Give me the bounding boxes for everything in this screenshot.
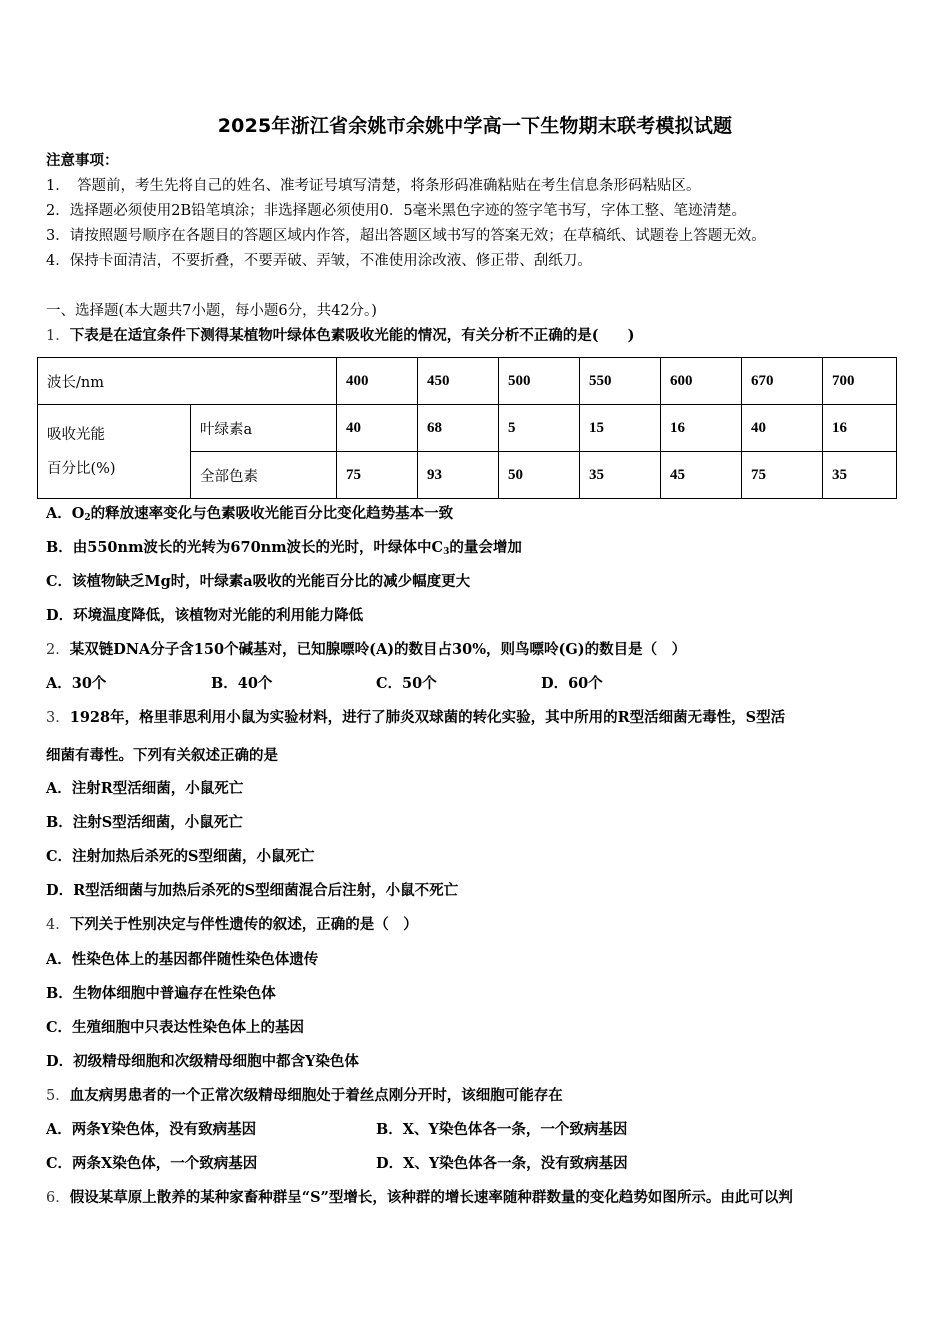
question-1-stem	[46, 326, 634, 346]
question-number: 1．	[46, 328, 70, 344]
option-text: 的量会增加	[449, 539, 522, 556]
question-text: 下列关于性别决定与伴性遗传的叙述，正确的是（ ）	[69, 916, 418, 933]
notice-item: 2．选择题必须使用2B铅笔填涂；非选择题必须使用0．5毫米黑色字迹的签字笔书写，字体工整、笔迹清楚。	[46, 203, 747, 219]
q5-option-d: D．X、Y染色体各一条，没有致病基因	[376, 1155, 628, 1172]
table-row	[38, 405, 897, 452]
table-cell: 500	[499, 358, 580, 405]
table-cell: 35	[823, 452, 897, 499]
table-row	[38, 358, 897, 405]
q5-option-c: C．两条X染色体，一个致病基因	[46, 1155, 258, 1172]
table-cell: 75	[337, 452, 418, 499]
row-group-line: 吸收光能	[47, 426, 105, 443]
subscript: 3	[443, 547, 450, 557]
notice-item: 3．请按照题号顺序在各题目的答题区域内作答，超出答题区域书写的答案无效；在草稿纸、试题卷上答题无效。	[46, 228, 766, 244]
question-text: 血友病男患者的一个正常次级精母细胞处于着丝点刚分开时，该细胞可能存在	[69, 1087, 563, 1104]
question-text: 某双链DNA分子含150个碱基对，已知腺嘌呤(A)的数目占30%，则鸟嘌呤(G)的数目是（ ）	[69, 641, 687, 658]
subscript: 2	[84, 513, 91, 523]
q4-option-a: A．性染色体上的基因都伴随性染色体遗传	[46, 951, 319, 968]
q3-option-b: B．注射S型活细菌，小鼠死亡	[46, 814, 243, 831]
question-text: 假设某草原上散养的某种家畜种群呈“S”型增长，该种群的增长速率随种群数量的变化趋势如图所示。由此可以判	[69, 1189, 793, 1206]
absorption-table	[37, 357, 897, 499]
question-number: 2．	[46, 642, 70, 658]
table-cell: 5	[499, 405, 580, 452]
table-cell: 93	[418, 452, 499, 499]
table-cell: 670	[742, 358, 823, 405]
question-text: 下表是在适宜条件下测得某植物叶绿体色素吸收光能的情况，有关分析不正确的是( )	[69, 327, 635, 344]
q5-option-b: B．X、Y染色体各一条，一个致病基因	[376, 1121, 628, 1138]
notice-item: 4．保持卡面清洁，不要折叠，不要弄破、弄皱，不准使用涂改液、修正带、刮纸刀。	[46, 253, 592, 269]
q4-option-d: D．初级精母细胞和次级精母细胞中都含Y染色体	[46, 1053, 359, 1070]
question-3-stem-cont: 细菌有毒性。下列有关叙述正确的是	[46, 747, 278, 764]
q3-option-a: A．注射R型活细菌，小鼠死亡	[46, 780, 244, 797]
question-number: 6．	[46, 1190, 70, 1206]
section-heading: 一、选择题(本大题共7小题，每小题6分，共42分。)	[46, 303, 377, 319]
table-cell: 15	[580, 405, 661, 452]
table-cell: 16	[661, 405, 742, 452]
question-text: 1928年，格里菲思利用小鼠为实验材料，进行了肺炎双球菌的转化实验，其中所用的R型活细菌无毒性，S型活	[69, 709, 786, 726]
question-3-stem	[46, 708, 785, 728]
notice-heading: 注意事项：	[46, 152, 119, 169]
question-number: 5．	[46, 1088, 70, 1104]
table-row-group-label	[38, 405, 191, 499]
q1-option-c: C．该植物缺乏Mg时，叶绿素a吸收的光能百分比的减少幅度更大	[46, 573, 471, 590]
exam-title: 2025年浙江省余姚市余姚中学高一下生物期末联考模拟试题	[217, 115, 733, 137]
q2-option-b: B．40个	[211, 675, 273, 692]
question-number: 3．	[46, 710, 70, 726]
table-cell: 400	[337, 358, 418, 405]
table-cell: 550	[580, 358, 661, 405]
table-cell: 700	[823, 358, 897, 405]
q2-option-d: D．60个	[541, 675, 603, 692]
table-cell: 40	[337, 405, 418, 452]
q1-option-d: D．环境温度降低，该植物对光能的利用能力降低	[46, 607, 364, 624]
option-text: A．O	[46, 505, 85, 522]
q2-option-c: C．50个	[376, 675, 437, 692]
table-cell: 75	[742, 452, 823, 499]
table-cell: 16	[823, 405, 897, 452]
question-4-stem	[46, 915, 418, 935]
table-cell: 50	[499, 452, 580, 499]
question-6-stem	[46, 1188, 793, 1208]
q5-option-a: A．两条Y染色体，没有致病基因	[46, 1121, 257, 1138]
question-number: 4．	[46, 917, 70, 933]
q3-option-d: D．R型活细菌与加热后杀死的S型细菌混合后注射，小鼠不死亡	[46, 882, 459, 899]
table-cell: 68	[418, 405, 499, 452]
q2-option-a: A．30个	[46, 675, 107, 692]
notice-item: 1． 答题前，考生先将自己的姓名、准考证号填写清楚，将条形码准确粘贴在考生信息条形码粘贴区。	[46, 178, 701, 194]
question-5-stem	[46, 1086, 563, 1106]
option-text: 的释放速率变化与色素吸收光能百分比变化趋势基本一致	[90, 505, 454, 522]
table-row-label: 叶绿素a	[191, 405, 337, 452]
q4-option-b: B．生物体细胞中普遍存在性染色体	[46, 985, 276, 1002]
table-cell: 35	[580, 452, 661, 499]
table-cell: 450	[418, 358, 499, 405]
table-cell: 40	[742, 405, 823, 452]
q1-option-a	[46, 504, 453, 528]
question-2-stem	[46, 640, 686, 660]
q1-option-b	[46, 538, 522, 562]
q4-option-c: C．生殖细胞中只表达性染色体上的基因	[46, 1019, 305, 1036]
row-group-line: 百分比(%)	[47, 460, 116, 477]
table-cell: 600	[661, 358, 742, 405]
q3-option-c: C．注射加热后杀死的S型细菌，小鼠死亡	[46, 848, 315, 865]
option-text: B．由550nm波长的光转为670nm波长的光时，叶绿体中C	[46, 539, 444, 556]
table-row-label: 全部色素	[191, 452, 337, 499]
table-header-label: 波长/nm	[38, 358, 337, 405]
table-cell: 45	[661, 452, 742, 499]
